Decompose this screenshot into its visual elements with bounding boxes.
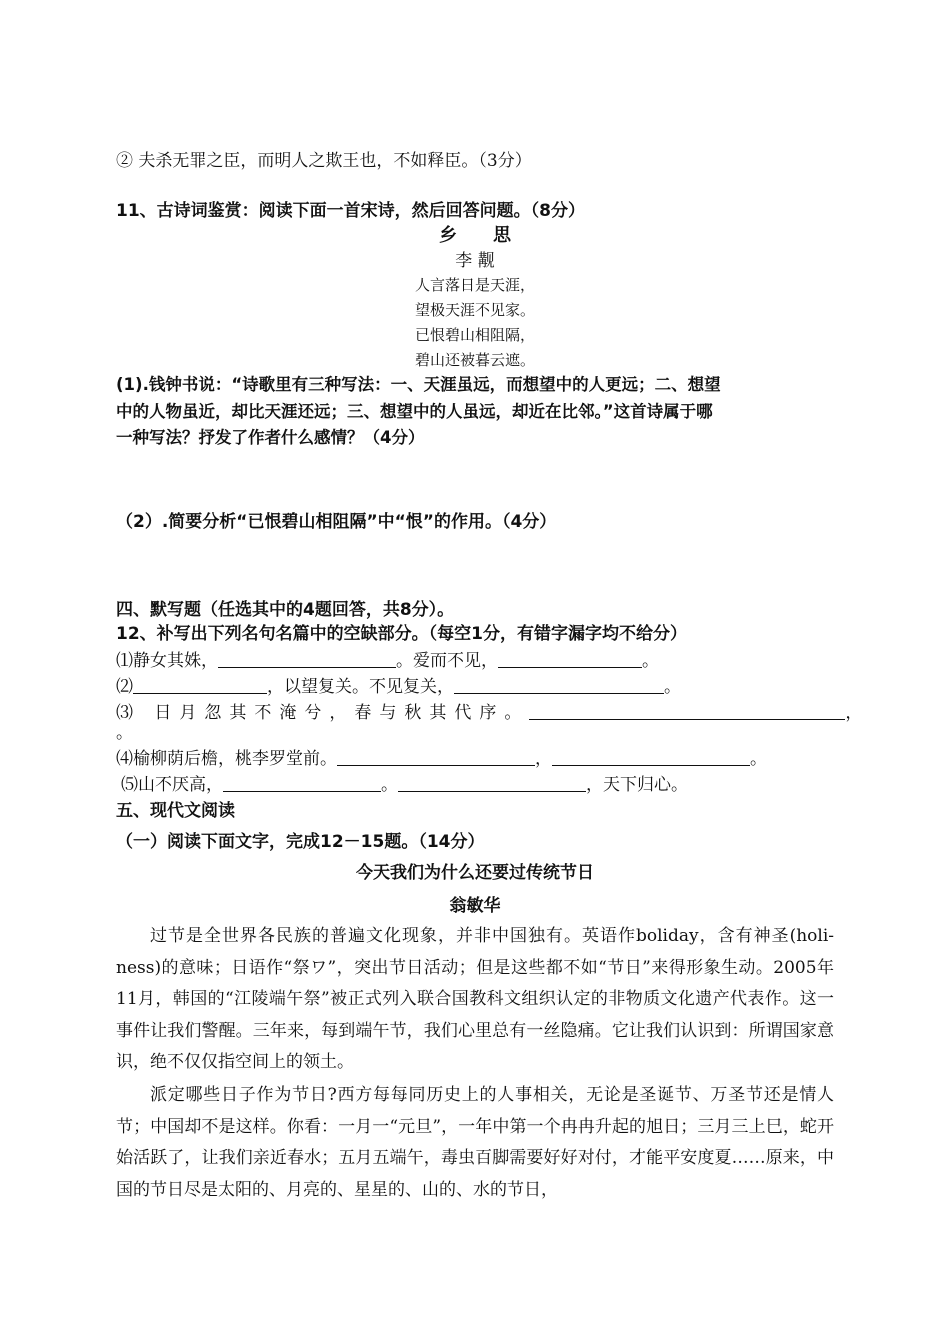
poem-line-1: 人言落日是天涯， — [414, 276, 535, 294]
question-11-sub-1-line-2: 中的人物虽近，却比天涯还远；三、想望中的人虽远，却近在比邻。”这首诗属于哪 — [116, 402, 713, 421]
poem-line-4: 碧山还被暮云遮。 — [414, 351, 535, 369]
question-12-instruction: 12、补写出下列名句名篇中的空缺部分。（每空1分，有错字漏字均不给分） — [116, 624, 687, 644]
question-10-item-2: ② 夫杀无罪之臣，而明人之欺王也，不如释臣。（3分） — [116, 151, 532, 171]
poem-author: 李 觏 — [455, 251, 495, 271]
article-title: 今天我们为什么还要过传统节日 — [356, 863, 594, 883]
answer-blank[interactable] — [498, 651, 642, 668]
article-author: 翁敏华 — [449, 896, 501, 916]
question-11-sub-2: （2）.简要分析“已恨碧山相阻隔”中“恨”的作用。（4分） — [116, 512, 557, 532]
question-11-header: 11、古诗词鉴赏：阅读下面一首宋诗，然后回答问题。（8分） — [116, 201, 585, 221]
answer-blank[interactable] — [223, 775, 381, 792]
recitation-item-1: ⑴静女其姝， 。爱而不见， 。 — [116, 651, 659, 671]
question-11-sub-1-line-3: 一种写法？抒发了作者什么感情？（4分） — [116, 428, 425, 447]
question-11-sub-1-line-1: (1).钱钟书说：“诗歌里有三种写法：一、天涯虽远，而想望中的人更远；二、想望 — [116, 375, 721, 394]
section-4-header: 四、默写题（任选其中的4题回答，共8分）。 — [116, 600, 455, 620]
answer-blank[interactable] — [552, 749, 750, 766]
answer-blank[interactable] — [218, 651, 396, 668]
answer-blank[interactable] — [133, 677, 267, 694]
recitation-item-5: ⑸山不厌高， 。 ，天下归心。 — [121, 775, 688, 795]
poem-title: 乡 思 — [439, 225, 511, 246]
section-5-header: 五、现代文阅读 — [116, 801, 235, 821]
article-paragraph-1: 过节是全世界各民族的普遍文化现象，并非中国独有。英语作boliday，含有神圣(holi-ness)的意味；日语作“祭ワ”，突出节日活动；但是这些都不如“节日”来得形象生动。2005年11月，韩国的“江陵端午祭”被正式列入联合国教科文组织认定的非物质文化遗产代表作。这一事件让我们警醒。三年来，每到端午节，我们心里总有一丝隐痛。它让我们认识到：所谓国家意识，绝不仅仅指空间上的领土。 — [116, 926, 834, 1072]
article-paragraph-2: 派定哪些日子作为节日?西方每每同历史上的人事相关，无论是圣诞节、万圣节还是情人节；中国却不是这样。你看：一月一“元旦”，一年中第一个冉冉升起的旭日；三月三上巳，蛇开始活跃了，让我们亲近春水；五月五端午，毒虫百脚需要好好对付，才能平安度夏……原来，中国的节日尽是太阳的、月亮的、星星的、山的、水的节日， — [116, 1085, 834, 1200]
poem-line-2: 望极天涯不见家。 — [414, 301, 535, 319]
answer-blank[interactable] — [529, 703, 845, 720]
answer-blank[interactable] — [454, 677, 664, 694]
recitation-item-2: ⑵ ，以望复关。不见复关， 。 — [116, 677, 681, 697]
answer-blank[interactable] — [337, 749, 535, 766]
recitation-item-3-end: 。 — [116, 723, 133, 743]
recitation-item-3: ⑶ 日月忽其不淹兮，春与秋其代序。 ， — [116, 703, 863, 723]
poem-line-3: 已恨碧山相阻隔， — [414, 326, 535, 344]
answer-blank[interactable] — [398, 775, 586, 792]
section-5-sub-header: （一）阅读下面文字，完成12－15题。（14分） — [116, 832, 485, 852]
recitation-item-4: ⑷榆柳荫后檐，桃李罗堂前。 ， 。 — [116, 749, 767, 769]
